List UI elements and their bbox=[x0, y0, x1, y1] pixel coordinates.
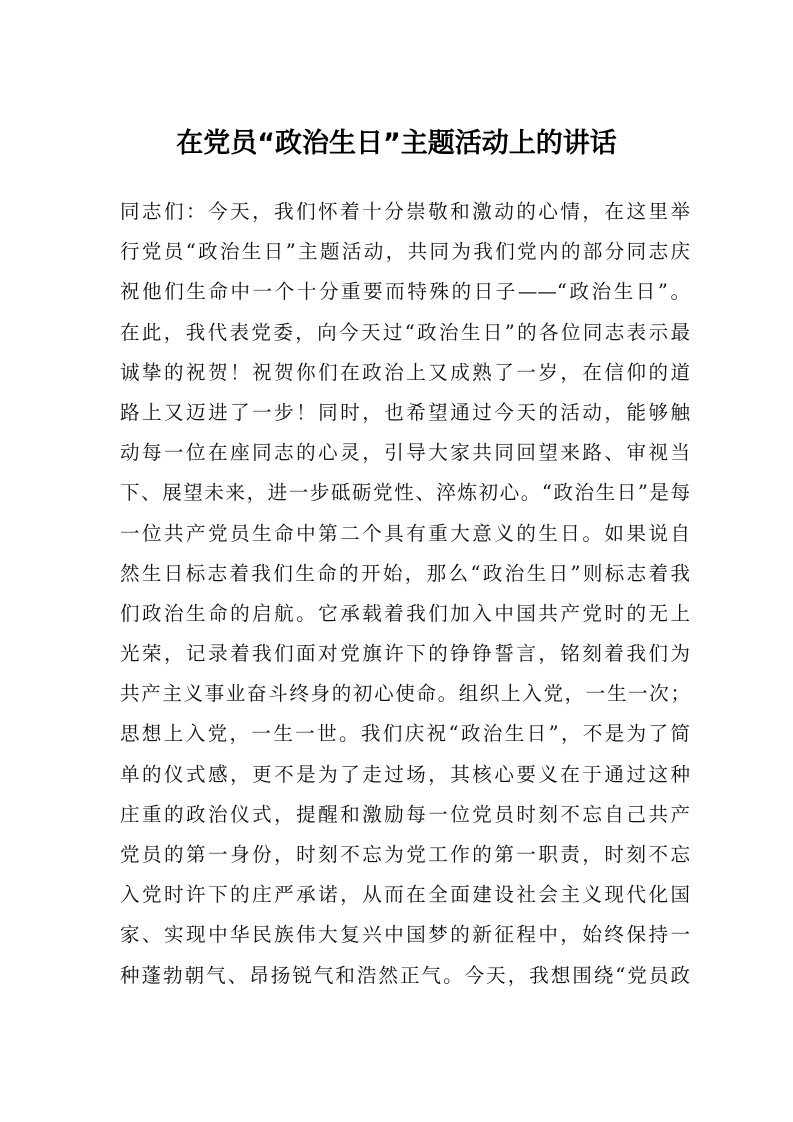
body-line: 同志们：今天，我们怀着十分崇敬和激动的心情，在这里举 bbox=[120, 200, 690, 223]
body-line: 家、实现中华民族伟大复兴中国梦的新征程中，始终保持一 bbox=[120, 923, 690, 947]
body-line: 动每一位在座同志的心灵，引导大家共同回望来路、审视当 bbox=[120, 441, 690, 465]
body-line: 们政治生命的启航。它承载着我们加入中国共产党时的无上 bbox=[120, 601, 690, 625]
body-line: 入党时许下的庄严承诺，从而在全面建设社会主义现代化国 bbox=[120, 883, 690, 907]
body-line: 单的仪式感，更不是为了走过场，其核心要义在于通过这种 bbox=[120, 762, 690, 786]
body-line: 党员的第一身份，时刻不忘为党工作的第一职责，时刻不忘 bbox=[120, 843, 690, 866]
body-line: 庄重的政治仪式，提醒和激励每一位党员时刻不忘自己共产 bbox=[120, 802, 690, 826]
body-line: 一位共产党员生命中第二个具有重大意义的生日。如果说自 bbox=[120, 521, 690, 545]
body-line: 诚挚的祝贺！祝贺你们在政治上又成熟了一岁，在信仰的道 bbox=[120, 360, 690, 384]
body-line: 行党员“政治生日”主题活动，共同为我们党内的部分同志庆 bbox=[120, 240, 690, 264]
body-line: 祝他们生命中一个十分重要而特殊的日子——“政治生日”。 bbox=[120, 280, 690, 304]
body-line: 种蓬勃朝气、昂扬锐气和浩然正气。今天，我想围绕“党员政 bbox=[120, 963, 690, 987]
body-line: 路上又迈进了一步！同时，也希望通过今天的活动，能够触 bbox=[120, 400, 690, 424]
body-line: 思想上入党，一生一世。我们庆祝“政治生日”，不是为了简 bbox=[120, 722, 690, 746]
speech-body bbox=[120, 192, 690, 996]
document-title: 在党员“政治生日”主题活动上的讲话 bbox=[176, 128, 617, 159]
body-line: 然生日标志着我们生命的开始，那么“政治生日”则标志着我 bbox=[120, 561, 690, 585]
body-line: 共产主义事业奋斗终身的初心使命。组织上入党，一生一次； bbox=[120, 682, 690, 706]
body-line: 下、展望未来，进一步砥砺党性、淬炼初心。“政治生日”是每 bbox=[120, 481, 690, 505]
body-line: 在此，我代表党委，向今天过“政治生日”的各位同志表示最 bbox=[120, 320, 690, 344]
body-line: 光荣，记录着我们面对党旗许下的铮铮誓言，铭刻着我们为 bbox=[120, 642, 690, 666]
